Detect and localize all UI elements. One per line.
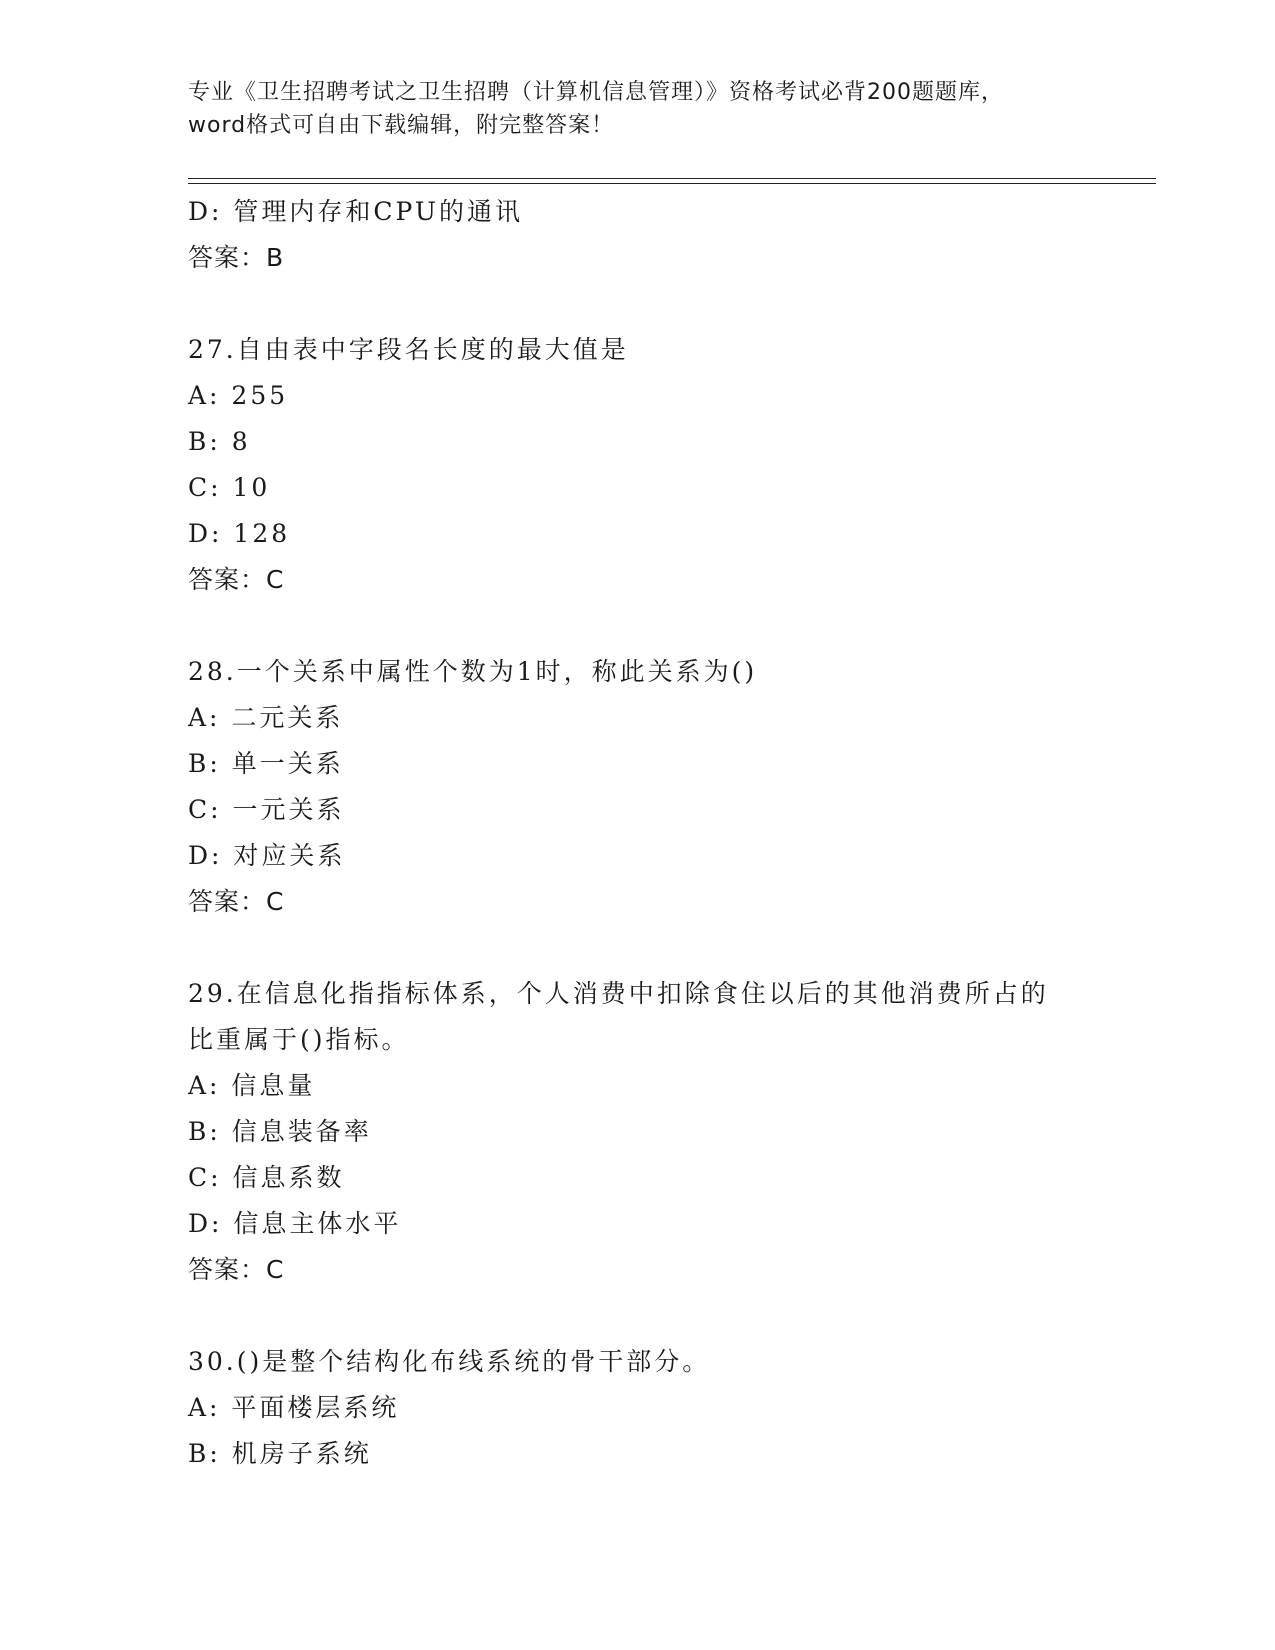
q27-option-b: B: 8 [188,427,251,456]
q29-answer: 答案：C [188,1255,285,1284]
q30-stem: 30.()是整个结构化布线系统的骨干部分。 [188,1347,711,1376]
header-divider [188,178,1156,184]
question-spacer [188,281,1088,327]
q29-stem-line-2: 比重属于()指标。 [188,1025,410,1054]
q29-option-d: D: 信息主体水平 [188,1209,402,1238]
q27-stem: 27.自由表中字段名长度的最大值是 [188,335,629,364]
q28-option-b: B: 单一关系 [188,749,344,778]
q28-answer: 答案：C [188,887,285,916]
q30-option-b: B: 机房子系统 [188,1439,372,1468]
q26-answer: 答案：B [188,243,285,272]
q27-option-d: D: 128 [188,519,291,548]
question-spacer [188,603,1088,649]
q26-option-d: D: 管理内存和CPU的通讯 [188,197,523,226]
q27-option-c: C: 10 [188,473,271,502]
q28-stem: 28.一个关系中属性个数为1时，称此关系为() [188,657,758,686]
question-spacer [188,1293,1088,1339]
q29-option-c: C: 信息系数 [188,1163,345,1192]
q27-option-a: A: 255 [188,381,289,410]
q27-answer: 答案：C [188,565,285,594]
q29-option-b: B: 信息装备率 [188,1117,372,1146]
q28-option-a: A: 二元关系 [188,703,344,732]
header-line-2: word格式可自由下载编辑，附完整答案！ [188,113,615,138]
q28-option-c: C: 一元关系 [188,795,345,824]
q29-option-a: A: 信息量 [188,1071,316,1100]
question-list [188,189,1088,1477]
q30-option-a: A: 平面楼层系统 [188,1393,400,1422]
question-spacer [188,925,1088,971]
header-line-1: 专业《卫生招聘考试之卫生招聘（计算机信息管理）》资格考试必背200题题库， [188,80,1004,105]
page-header [188,76,1088,142]
q28-option-d: D: 对应关系 [188,841,346,870]
q29-stem-line-1: 29.在信息化指指标体系，个人消费中扣除食住以后的其他消费所占的 [188,979,1049,1008]
